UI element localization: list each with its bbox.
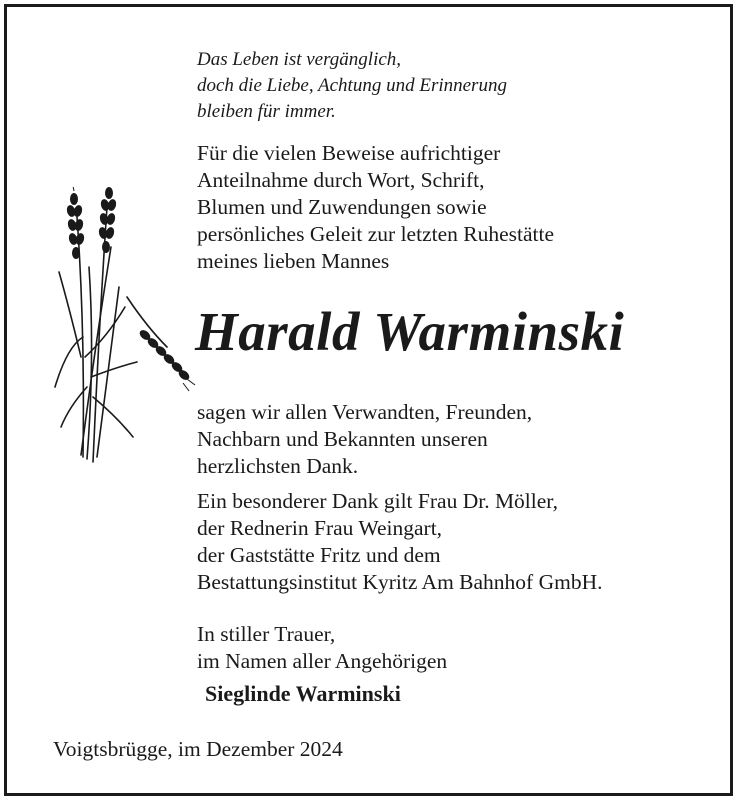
wheat-ears-icon (47, 187, 197, 472)
text-line: Nachbarn und Bekannten unseren (197, 427, 488, 451)
obituary-notice (4, 4, 733, 796)
thanks-recipients (197, 399, 532, 480)
motto-line: bleiben für immer. (197, 101, 336, 122)
deceased-name: Harald Warminski (195, 301, 625, 362)
motto-line: Das Leben ist vergänglich, (197, 49, 402, 70)
text-line: Für die vielen Beweise aufrichtiger (197, 141, 501, 165)
motto-text (197, 47, 507, 125)
place-date: Voigtsbrügge, im Dezember 2024 (53, 737, 343, 761)
text-line: In stiller Trauer, (197, 622, 336, 646)
text-line: der Rednerin Frau Weingart, (197, 516, 443, 540)
text-line: im Namen aller Angehörigen (197, 649, 448, 673)
text-line: Anteilnahme durch Wort, Schrift, (197, 168, 485, 192)
special-thanks (197, 488, 603, 596)
text-line: meines lieben Mannes (197, 249, 390, 273)
mourning-text (197, 621, 447, 675)
text-line: Ein besonderer Dank gilt Frau Dr. Möller, (197, 489, 558, 513)
text-line: der Gaststätte Fritz und dem (197, 543, 441, 567)
text-line: persönliches Geleit zur letzten Ruhestätte (197, 222, 555, 246)
motto-line: doch die Liebe, Achtung und Erinnerung (197, 75, 507, 96)
text-line: sagen wir allen Verwandten, Freunden, (197, 400, 533, 424)
text-line: herzlichsten Dank. (197, 454, 359, 478)
text-line: Blumen und Zuwendungen sowie (197, 195, 487, 219)
text-line: Bestattungsinstitut Kyritz Am Bahnhof GmbH. (197, 570, 603, 594)
thanks-intro (197, 140, 554, 275)
signer-name: Sieglinde Warminski (205, 681, 401, 706)
